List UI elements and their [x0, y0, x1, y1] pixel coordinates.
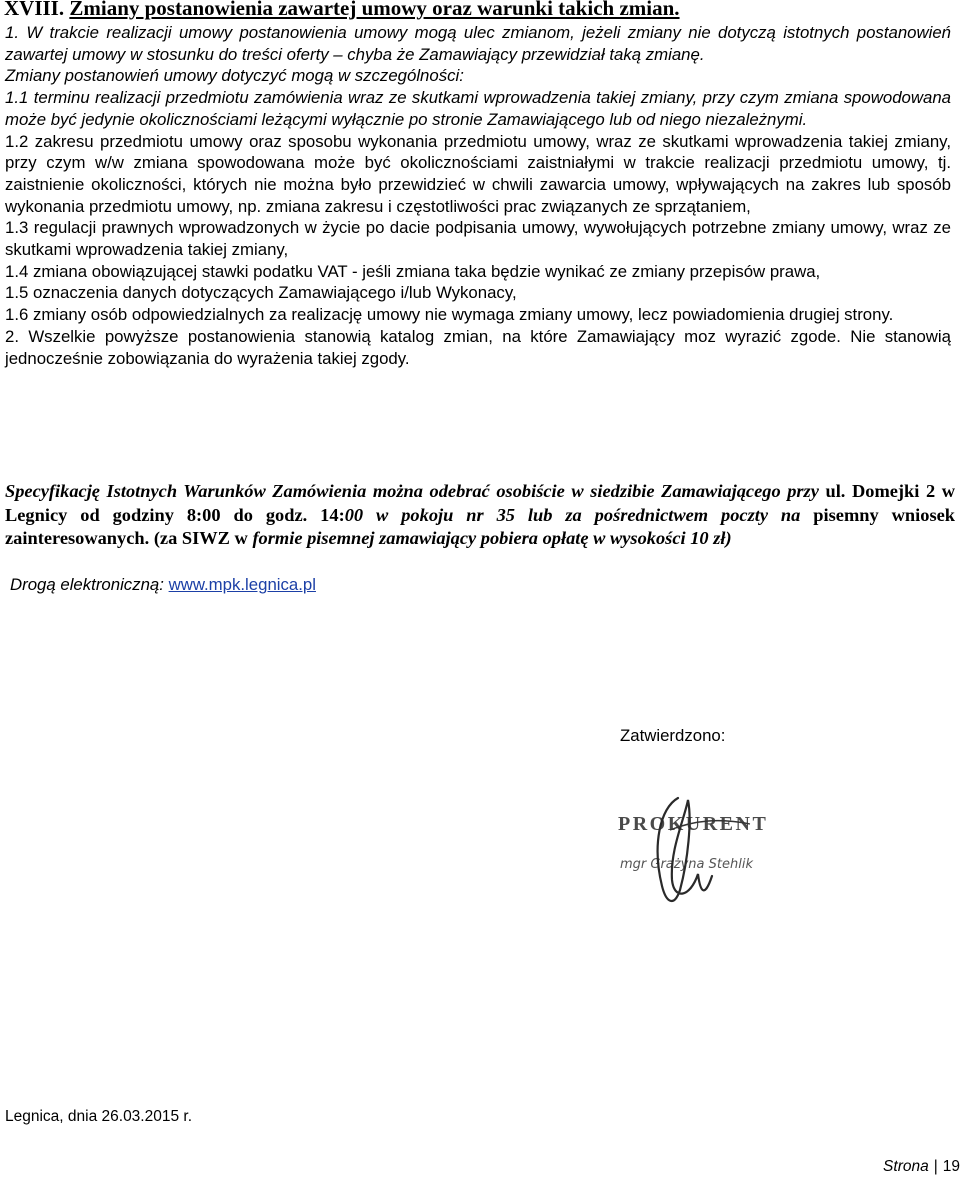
spec-text-5: formie pisemnej zamawiający pobiera opłatę w wysokości 10 zł): [252, 528, 732, 549]
item-1-4: 1.4 zmiana obowiązującej stawki podatku VAT - jeśli zmiana taka będzie wynikać ze zmiany przepisów prawa,: [5, 261, 821, 281]
approved-label: Zatwierdzono:: [620, 726, 726, 745]
paragraph-1: 1. W trakcie realizacji umowy postanowienia umowy mogą ulec zmianom, jeżeli zmiany nie dotyczą istotnych postanowień zawartej umowy w stosunku do treści oferty – chyba że Zamawiający przewidział taką zmianę.: [5, 23, 951, 64]
item-1-5: 1.5 oznaczenia danych dotyczących Zamawiającego i/lub Wykonacy,: [5, 283, 517, 303]
signature-stamp: [600, 790, 805, 915]
paragraph-1-cont: Zmiany postanowień umowy dotyczyć mogą w szczególności:: [5, 66, 464, 86]
spec-text-1: Specyfikację Istotnych Warunków Zamówienia można odebrać osobiście w siedzibie Zamawiającego przy: [5, 481, 819, 501]
spec-text-3: 00 w pokoju nr 35 lub za pośrednictwem poczty na: [344, 504, 801, 525]
website-link[interactable]: www.mpk.legnica.pl: [168, 575, 316, 594]
page-number-value: 19: [942, 1158, 960, 1175]
page-separator: |: [933, 1158, 938, 1175]
item-1-3: 1.3 regulacji prawnych wprowadzonych w życie po dacie podpisania umowy, wywołujących potrzebne zmiany umowy, wraz ze skutkami wprowadzenia takiej zmiany,: [5, 218, 951, 260]
electronic-label: Drogą elektroniczną:: [10, 575, 164, 594]
stamp-title: PROKURENT: [618, 813, 769, 835]
paragraph-2: 2. Wszelkie powyższe postanowienia stanowią katalog zmian, na które Zamawiający moz wyrazić zgode. Nie stanowią jednocześnie zobowiązania do wyrażenia takiej zgody.: [5, 326, 951, 368]
section-title: Zmiany postanowienia zawartej umowy oraz warunki takich zmian.: [69, 0, 680, 20]
item-1-1: 1.1 terminu realizacji przedmiotu zamówienia wraz ze skutkami wprowadzenia takiej zmiany, przy czym zmiana spowodowana może być jedynie okolicznościami leżącymi wyłącznie po stronie Zamawiającego lub od niego niezależnymi.: [5, 88, 951, 129]
spec-text-2: ul. Domejki 2 w Legnicy od godziny 8:00 do godz. 14:: [5, 481, 956, 525]
spec-text-4: pisemny wniosek zainteresowanych. (za SIWZ w: [5, 504, 955, 549]
item-1-2: 1.2 zakresu przedmiotu umowy oraz sposobu wykonania przedmiotu umowy, wraz ze skutkami wprowadzenia takiej zmiany, przy czym w/w zmiana spowodowana może być okolicznościami zaistniałymi w trakcie realizacji przedmiotu umowy, tj. zaistnienie okoliczności, których nie można było przewidzieć w chwili zawarcia umowy, wpływających na zakres lub sposób wykonania przedmiotu umowy, np. zmiana zakresu i częstotliwości prac związanych ze sprzątaniem,: [5, 131, 951, 216]
page-number: [883, 1157, 960, 1177]
place-and-date: Legnica, dnia 26.03.2015 r.: [5, 1108, 193, 1125]
section-heading: [4, 0, 680, 20]
section-number: XVIII.: [4, 0, 65, 20]
page-label: Strona: [883, 1158, 929, 1175]
siwz-availability: [5, 480, 955, 551]
electronic-access: [10, 574, 316, 596]
item-1-6: 1.6 zmiany osób odpowiedzialnych za realizację umowy nie wymaga zmiany umowy, lecz powiadomienia drugiej strony.: [5, 305, 894, 325]
changes-block: [5, 22, 951, 369]
stamp-name: mgr Grażyna Stehlik: [620, 857, 753, 872]
